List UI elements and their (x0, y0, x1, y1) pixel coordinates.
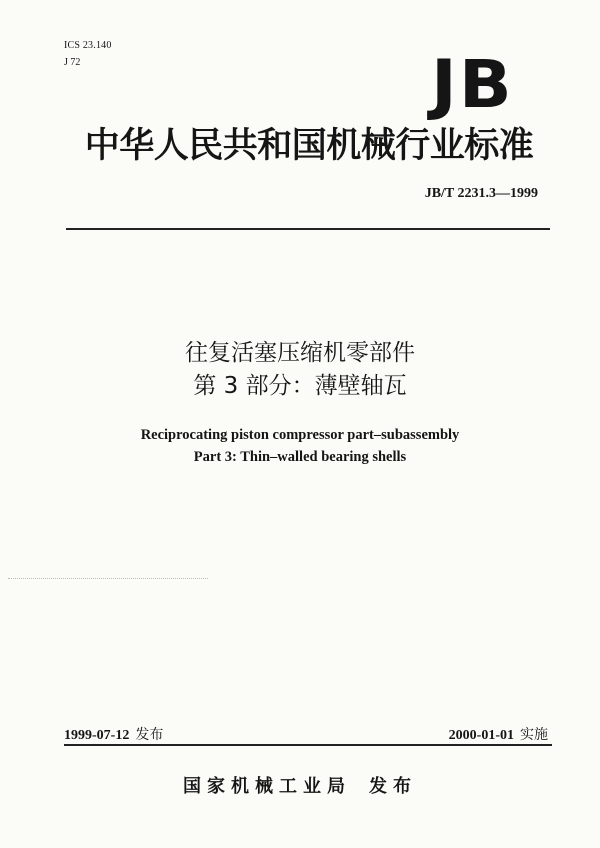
standard-code: JB/T 2231.3—1999 (424, 186, 538, 201)
title-en-line2: Part 3: Thin–walled bearing shells (193, 449, 407, 465)
bottom-divider (64, 744, 552, 746)
implement-date: 2000-01-01 (448, 728, 514, 743)
implement-label: 实施 (520, 727, 548, 743)
scan-artifact-dots (8, 578, 208, 581)
issuer-line (0, 772, 600, 798)
title-en-line1: Reciprocating piston compressor part–subassembly (140, 427, 460, 443)
issuer-name: 国家机械工业局 (183, 776, 351, 797)
ics-code: ICS 23.140 (64, 40, 112, 51)
issuer-action: 发布 (369, 776, 417, 797)
standard-name: 中华人民共和国机械行业标准 (84, 126, 534, 166)
issue-date-line (64, 724, 163, 744)
jb-logo: JB (431, 46, 514, 123)
implement-date-line (449, 724, 548, 744)
title-cn-line1: 往复活塞压缩机零部件 (185, 340, 415, 366)
top-divider (66, 228, 550, 230)
title-cn-line2: 第 3 部分：薄壁轴瓦 (193, 373, 407, 399)
issue-label: 发布 (135, 727, 164, 743)
classification-code: J 72 (64, 57, 81, 68)
issue-date: 1999-07-12 (64, 728, 130, 743)
